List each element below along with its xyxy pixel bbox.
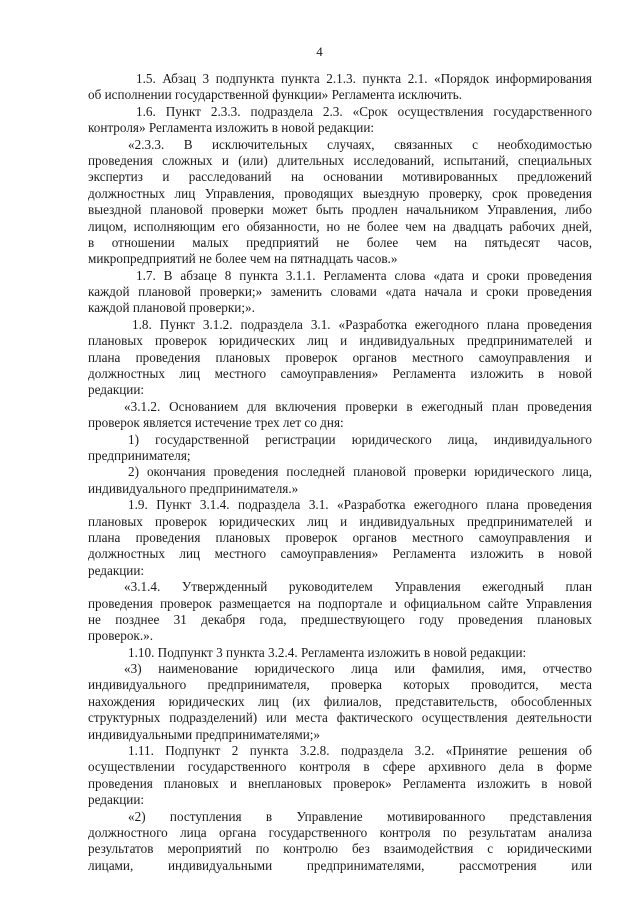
- text-line: редакции:: [88, 382, 145, 398]
- text-line: индивидуального предпринимателя.»: [88, 480, 299, 496]
- text-line: должностных лиц Управления, проводящих выездную проверку, срок проведения: [88, 185, 592, 201]
- text-line: лицом, исполняющим его обязанности, но не более чем на двадцать рабочих дней,: [88, 218, 592, 234]
- page-number: 4: [316, 44, 323, 59]
- paragraph-1-6: [88, 104, 592, 137]
- text-line: структурных подразделений) или места фактического осуществления деятельности: [88, 710, 592, 726]
- text-line: проведения проверок размещается на подпортале и официальном сайте Управления: [88, 595, 592, 611]
- text-line: проверок является истечение трех лет со дня:: [88, 415, 344, 431]
- text-line: в отношении малых предприятий не более чем на пятьдесят часов,: [88, 234, 592, 250]
- text-line: проведения плановых и внеплановых проверок» Регламента изложить в новой: [88, 775, 592, 791]
- text-line: индивидуального предпринимателя, проверка которых проводится, места: [88, 677, 592, 693]
- text-line: редакции:: [88, 792, 145, 808]
- paragraph-1-9: [88, 497, 592, 579]
- text-line: плановых проверок юридических лиц и индивидуальных предпринимателей и: [88, 513, 592, 529]
- text-line: индивидуальными предпринимателями;»: [88, 726, 321, 742]
- text-line: предпринимателя;: [88, 447, 191, 463]
- list-item-1: [88, 432, 592, 465]
- text-line: «2) поступления в Управление мотивированного представления: [128, 808, 592, 824]
- text-line: 1.7. В абзаце 8 пункта 3.1.1. Регламента слова «дата и сроки проведения: [136, 267, 592, 283]
- paragraph-quote-item-2: [88, 809, 592, 875]
- text-line: «3.1.4. Утвержденный руководителем Управления ежегодный план: [124, 579, 592, 595]
- text-line: 1.9. Пункт 3.1.4. подраздела 3.1. «Разработка ежегодного плана проведения: [128, 497, 592, 513]
- text-line: 2) окончания проведения последней плановой проверки юридического лица,: [128, 464, 592, 480]
- text-line: 1.11. Подпункт 2 пункта 3.2.8. подраздела 3.2. «Принятие решения об: [128, 743, 592, 759]
- paragraph-quote-item-3: [88, 661, 592, 743]
- text-line: не позднее 31 декабря года, предшествующего году проведения плановых: [88, 611, 592, 627]
- paragraph-quote-3-1-4: [88, 579, 592, 645]
- text-line: лицами, индивидуальными предпринимателями, рассмотрения или: [88, 857, 592, 873]
- list-item-2: [88, 464, 592, 497]
- text-line: плана проведения плановых проверок органов местного самоуправления и: [88, 349, 592, 365]
- text-line: 1.8. Пункт 3.1.2. подраздела 3.1. «Разработка ежегодного плана проведения: [132, 316, 592, 332]
- text-line: «3.1.2. Основанием для включения проверки в ежегодный план проведения: [124, 398, 592, 414]
- paragraph-1-7: [88, 268, 592, 317]
- text-line: экспертиз и расследований на основании мотивированных предложений: [88, 169, 592, 185]
- paragraph-quote-3-1-2: [88, 399, 592, 432]
- text-line: 1.10. Подпункт 3 пункта 3.2.4. Регламента изложить в новой редакции:: [128, 644, 527, 660]
- text-line: 1.6. Пункт 2.3.3. подраздела 2.3. «Срок осуществления государственного: [136, 103, 592, 119]
- document-body: [88, 71, 592, 874]
- text-line: проверок.».: [88, 628, 154, 644]
- text-line: плана проведения плановых проверок органов местного самоуправления и: [88, 529, 592, 545]
- text-line: должностного лица органа государственного контроля по результатам анализа: [88, 824, 592, 840]
- paragraph-1-8: [88, 317, 592, 399]
- paragraph-1-5: [88, 71, 592, 104]
- text-line: каждой плановой проверки;».: [88, 300, 255, 316]
- text-line: каждой плановой проверки;» заменить словами «дата начала и сроки проведения: [88, 284, 592, 300]
- text-line: «3) наименование юридического лица или фамилия, имя, отчество: [124, 661, 592, 677]
- paragraph-1-11: [88, 743, 592, 809]
- text-line: 1.5. Абзац 3 подпункта пункта 2.1.3. пункта 2.1. «Порядок информирования: [136, 71, 592, 86]
- text-line: должностных лиц местного самоуправления» Регламента изложить в новой: [88, 546, 592, 562]
- text-line: должностных лиц местного самоуправления» Регламента изложить в новой: [88, 366, 592, 382]
- text-line: результатов мероприятий по контролю без взаимодействия с юридическими: [88, 841, 592, 857]
- text-line: нахождения юридических лиц (их филиалов, представительств, обособленных: [88, 693, 592, 709]
- text-line: проведения сложных и (или) длительных исследований, испытаний, специальных: [88, 152, 592, 168]
- text-line: плановых проверок юридических лиц и индивидуальных предпринимателей и: [88, 333, 592, 349]
- text-line: микропредприятий не более чем на пятнадцать часов.»: [88, 251, 398, 267]
- text-line: «2.3.3. В исключительных случаях, связанных с необходимостью: [128, 136, 592, 152]
- text-line: контроля» Регламента изложить в новой редакции:: [88, 120, 375, 136]
- text-line: 1) государственной регистрации юридического лица, индивидуального: [128, 431, 592, 447]
- text-line: об исполнении государственной функции» Регламента исключить.: [88, 87, 463, 103]
- text-line: осуществлении государственного контроля в сфере архивного дела в форме: [88, 759, 592, 775]
- paragraph-1-10: [88, 645, 592, 661]
- text-line: выездной плановой проверки может быть продлен начальником Управления, либо: [88, 202, 592, 218]
- paragraph-quote-2-3-3: [88, 137, 592, 268]
- text-line: редакции:: [88, 562, 145, 578]
